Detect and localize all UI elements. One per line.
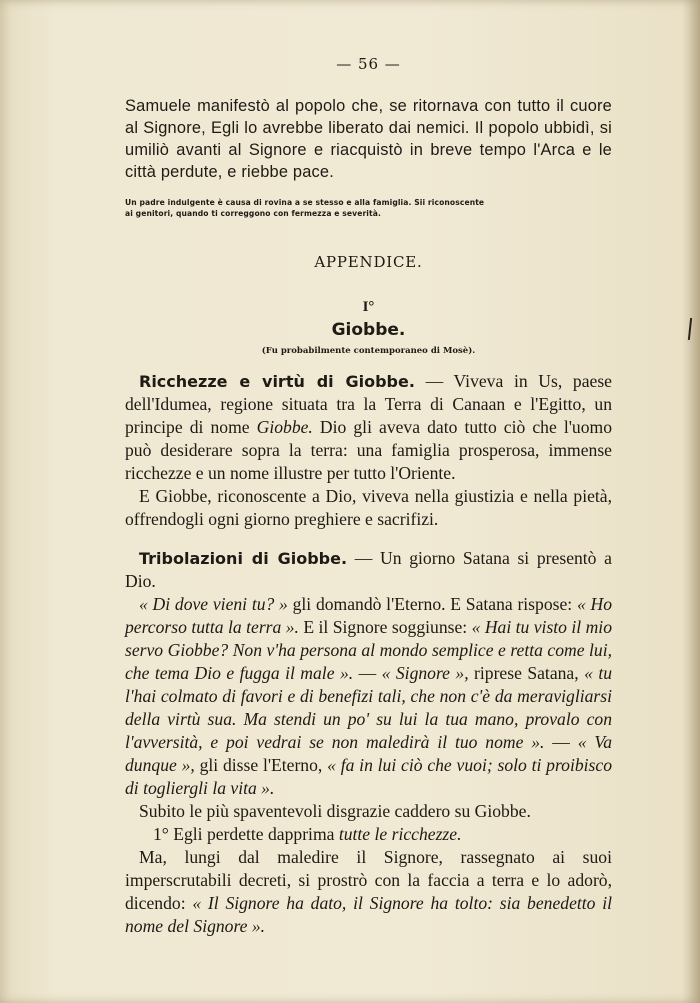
dialogue-s1: « Signore », <box>381 663 469 683</box>
page-spine-shadow <box>682 0 700 1003</box>
chapter-title: Giobbe. <box>331 320 406 340</box>
chapter-subtitle: (Fu probabilmente contemporaneo di Mosè). <box>261 346 476 356</box>
intro-line-4: breve tempo l'Arca e le città perdute, e riebbe pace. <box>125 141 612 181</box>
intro-line-3: popolo ubbidì, si umiliò avanti al Signore e riacquistò in <box>125 119 612 159</box>
dialogue-t1: gli domandò l'Eterno. E Satana rispose: <box>287 594 577 614</box>
section-riches-paragraph <box>125 370 612 485</box>
dialogue-e2: « fa in lui ciò che vuoi; solo ti proibisco di togliergli la vita ». <box>125 755 612 798</box>
trials-intro: — Un giorno Satana si presentò a Dio. <box>125 548 612 591</box>
first-loss-paragraph <box>125 823 612 846</box>
page-number: — 56 — <box>336 55 401 73</box>
dialogue-s2: « tu l'hai colmato di favori e di benefizi tali, che non c'è da meravigliarsi della virtù sua. Ma stendi un po' su lui la tua mano, provalo con l'avversità, e poi vedrai se non maledirà il tuo nome ». <box>125 663 613 752</box>
riches-text-a: — Viveva in Us, paese dell'Idumea, regione situata tra la Terra di Canaan e l'Egitto, un principe di nome <box>125 371 612 437</box>
section-heading-trials: Tribolazioni di Giobbe. <box>139 549 348 568</box>
intro-line-2: il cuore al Signore, Egli lo avrebbe liberato dai nemici. Il <box>125 97 612 137</box>
disgrazie-paragraph: Subito le più spaventevoli disgrazie caddero su Giobbe. <box>139 801 531 821</box>
riches-name-giobbe: Giobbe. <box>256 417 313 437</box>
chapter-number: I° <box>362 299 375 315</box>
section-heading-riches: Ricchezze e virtù di Giobbe. <box>139 372 415 391</box>
final-paragraph <box>125 846 612 938</box>
dialogue-e1: « Va dunque », <box>125 732 613 775</box>
first-loss-prefix: 1° Egli perdette dapprima <box>153 824 339 844</box>
intro-line-1: Samuele manifestò al popolo che, se ritornava con tutto <box>125 97 551 115</box>
dialogue-t4: riprese Satana, <box>468 663 585 683</box>
dialogue-t5: — <box>544 732 578 752</box>
dialogue-q1: « Di dove vieni tu? » <box>139 594 288 614</box>
final-italic: « Il Signore ha dato, il Signore ha tolto: sia benedetto il nome del Signore ». <box>125 893 612 936</box>
piety-paragraph: E Giobbe, riconoscente a Dio, viveva nella giustizia e nella pietà, offrendogli ogni giorno preghiere e sacrifizi. <box>125 486 612 529</box>
moral-line-2: ai genitori, quando ti correggono con fermezza e severità. <box>125 209 381 218</box>
intro-paragraph <box>125 95 612 183</box>
dialogue-t3: — <box>353 663 382 683</box>
moral-line-1: Un padre indulgente è causa di rovina a se stesso e alla famiglia. Sii riconoscente <box>125 198 485 207</box>
section-trials-paragraph <box>125 547 612 593</box>
riches-text-b: Dio gli aveva dato tutto ciò che l'uomo può desiderare sopra la terra: una famiglia prosperosa, immense ricchezze e un nome illustre per tutto l'Oriente. <box>125 417 612 483</box>
dialogue-a1: « Ho percorso tutta la terra ». <box>125 594 612 637</box>
dialogue-q2: « Hai tu visto il mio servo Giobbe? Non v'ha persona al mondo semplice e retta come lui, che tema Dio e fugga il male ». <box>125 617 612 683</box>
dialogue-t2: E il Signore soggiunse: <box>298 617 472 637</box>
final-prefix: Ma, lungi dal maledire il Signore, rassegnato ai suoi imperscrutabili decreti, si prostrò con la faccia a terra e lo adorò, dicendo: <box>125 847 612 913</box>
appendix-heading: APPENDICE. <box>314 253 423 271</box>
dialogue-paragraph <box>125 593 612 800</box>
moral-note <box>125 197 612 219</box>
first-loss-italic: tutte le ricchezze. <box>338 824 462 844</box>
page-content <box>125 55 612 938</box>
dialogue-t6: gli disse l'Eterno, <box>194 755 328 775</box>
